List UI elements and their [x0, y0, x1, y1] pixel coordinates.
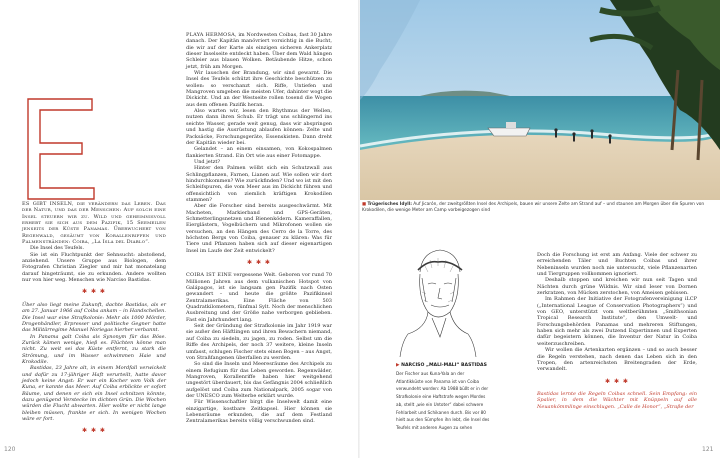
beach-photo	[360, 0, 720, 200]
page-number-left: 120	[4, 446, 16, 453]
paragraph: Aber die Forscher sind bereits ausgeschwärmt. Mit Macheten, Markierband und GPS-Geräten, Schmetterlingsnetzen und Bienenködern. Kameraffallen, Eierglästern, Vogelbüchern und Mikrofonen wollen sie versuchen, an den Hängen des Cerro de la Torre, des höchsten Bergs von Coiba, genauer zu klären: Was für Tiere und Pflanzen haben sich auf dieser eigenartigen Insel im Laufe der Zeit entwickelt?	[186, 203, 332, 254]
decorative-initial-e	[22, 96, 100, 202]
paragraph: Sie ist ein Fluchtpunkt der Sehnsucht: abstoßend, anziehend. Unsere Gruppe aus Biologen, dem Fotografen Christian Ziegler und mir hat monatelang darauf hingeträumt, sie zu erkunden. Andere wollten nur von hier weg. Menschen wie Narciso Bastidas.	[22, 251, 166, 284]
paragraph: Für Wissenschaftler birgt die Inselwelt damit eine einzigartige, kostbare Zeitkapsel. Hier können sie Lebensräume erkunden, die auf dem Festland Zentralamerikas bereits völlig verschwunden sind.	[186, 399, 332, 425]
paragraph: Bastidas lernte die Regeln Coibas schnell. Sein Empfang: ein Spalier, in dem die Wächter mit Knüppeln auf alle Neuankömmlinge einschlugen. „Calle de Honor“, „Straße der	[537, 390, 697, 410]
portrait-illustration	[398, 242, 478, 357]
caption-bullet-icon: ■	[362, 202, 368, 207]
paragraph: Über also liegt meine Zukunft, dachte Bastidas, als er am 27. Januar 1966 auf Coiba ankam – in Handschellen. Die Insel war eine Strafkolonie: Mehr als 1000 Mörder, Drogenhändler, Erpresser und politische Gegner hatte das Militärregime Manuel Noriegas hierher verbannt.	[22, 301, 166, 334]
paragraph: Gelandet – an einem einsamen, von Kokospalmen flankierten Strand. Ein Ort wie aus einer Fotomappe.	[186, 146, 332, 159]
section-divider: ✱ ✱ ✱	[605, 377, 629, 385]
photo-caption	[362, 202, 714, 214]
portrait-caption-name: NARCISO „MALI-MALI“ BASTIDAS	[401, 363, 487, 368]
paragraph: Die Insel des Teufels.	[30, 245, 85, 252]
paragraph: Bastidas, 23 Jahre alt, in einem Mordfall verwickelt und dafür zu 17-jähriger Haft verurteilt, hatte davor jedoch keine Angst: Er war ein Kocher vom Volk der Kuna, er kannte das Meer. Auf Coiba erblickte er sofort Bäume, und denen er sich ein Insel schnitzen könnte, dazu genügend Verstecke im dichten Grün. Die Wochen würden die Flucht abwarten. Hier wollte er nicht lange bleiben müssen, frankte er sich. In wenigen Wochen wäre er fort.	[22, 365, 166, 422]
opening-paragraph: ES GIBT INSELN, die verändern das Leben. Das der Natur, und das der Menschen: Auf solch eine Insel steuern wir zu. Wild und geheimnisvoll erhebt sie sich aus dem Pazifik, 15 Seemeilen jenseits der Küste Panamas. Überwuchert von Regenwald, gesäumt von Korallenriffen und Palmenstränden: Coiba, „La Isla del Diablo“.	[22, 201, 166, 246]
section-divider: ✱ ✱ ✱	[247, 259, 271, 267]
section-divider: ✱ ✱ ✱	[82, 427, 106, 435]
paragraph: Seit der Gründung der Strafkolonie im Jahr 1919 war sie außer den Häftlingen und ihren Bewachern niemand, auf Coiba zu siedeln, zu jagen, zu roden. Selbst um die Riffe des Archipels, der noch 37 weitere, kleine Inseln umfasst, schlugen Fischer stets einen Bogen – aus Angst, von Straßfangenen überfallen zu werden.	[186, 323, 332, 361]
text-column-1	[22, 201, 166, 441]
paragraph: Also warten wir, lesen den Rhythmus der Wellen, nutzen dann ihren Schub. Er trägt uns schlingernd ins seichte Wasser, gerade weit genug, dass wir abspringen und hastig die Ausrüstung ablaufen können: Zelte und Packsäcke, Forschungsgeräte, Essenskisten. Dann dreht der Kapitän wieder bei.	[186, 108, 332, 146]
portrait-caption: Der Fischer aus Kuna-Yala an der Atlantikküste von Panama ist von Coiba verwundeht worden: Ab 1988 büßt er in der Strafkolonie eine Haftstrafe wegen Mordes ab, stellt „wie ein Untoter“ dabei schwere Fehlarbeit und Schikanen durch. Bis vor 80 hielt aus den Sümpfen ihn lebt, die Insel des Teufels mit anderen Augen zu sehen	[396, 371, 490, 430]
paragraph: Im Rahmen der Initiative der Fotografenvereinigung iLCP („International League of Conservation Photographers“) und von GEO, unterstützt vom weltberühmten „Smithsonian Tropical Research Institute“, den Umwelt- und Forschungsbehörden Panamas und mehreren Stiftungen, haben sich mehr als zwei Dutzend Expertinnen und Experten dafür begeistern können, die Inventur der Natur in Coiba weiterzuschreiben.	[537, 296, 697, 347]
paragraph: Deshalb stoppen und kreichen wir nun seit Tagen und Nächten durch grüne Wildnis. Wir sind Ieser von Dornen zerkratzen, von Mücken zerstochen, von Ameisen gebissen.	[537, 277, 697, 297]
run-in-heading: COIBA IST EINE	[186, 272, 232, 279]
portrait-caption-title	[396, 363, 488, 368]
paragraph: Wir lauschen der Brandung, wir sind gewarnt. Die Insel des Teufels schützt ihre Geschichte beschützen zu wollen: so verschanzt sich. Riffe, Untiefen und Mangroven umgeben die meisten Ufer, dahinter wogt die Dickicht. Und an der Westseite rollen tosend die Wogen aus dem offenen Pazifik heran.	[186, 70, 332, 108]
text-column-2	[186, 32, 332, 425]
page-number-right: 121	[702, 446, 714, 453]
run-in-heading: PLAYA HERMOSA,	[186, 32, 237, 38]
paragraph: In Panama galt Coiba als Synonym für das Böse. Zurück kämen wenige, hieß es. Flüchten könne man nicht. Zu weit sei das Küste entfernt, zu stark die Strömung, und im Wasser schwimmen Haie und Krokodile.	[22, 333, 166, 365]
paragraph: Wir wollen die Artenkarten ergänzen – und so auch besser die Regeln verstehen, nach denen das Leben sich in den Tropen, den artenreichsten Breitengraden der Erde, verwandelt.	[537, 347, 697, 373]
paragraph: vergessene Welt. Geboren vor rund 70 Millionen Jahren aus dem vulkanischen Hotspot von Galápagos, ist sie langsam gen Pazifik nach Osten gewandert – und heute die größte Pazifikinsel Zentralamerikas. Eine Fläche von 503 Quadratkilometern, fünfmal Sylt. Noch der menschlichen Ausbreitung und der Größe nahe verborgen geblieben. Fast ein Jahrhundert lang.	[186, 272, 332, 323]
text-column-4	[537, 252, 697, 410]
caption-text: Auf Jicarón, der zweitgrößten Insel des Archipels, bauen wir unsere Zelte am Strand auf – und staunen am Morgen über die Spuren von Krokodilen, die wenige Meter am Camp vorbeigezogen sind	[362, 202, 705, 213]
paragraph: So sind die Inseln und Meeresräume des Archipels zu einem Refugium für das Leben geworden. Regenwälder, Mangroven, Korallenriffe haben hier weitgehend ungestört überdauert, bis das Gefängnis 2004 schließlich aufgelöst und Coiba zum Nationalpark, 2005 sogar von der UNESCO zum Welterbe erklärt wurde.	[186, 361, 332, 399]
section-divider: ✱ ✱ ✱	[82, 288, 106, 296]
paragraph: Und jetzt?	[194, 158, 221, 165]
paragraph: im Nordwesten Coibas, fast 30 Jahre danach. Der Kapitän manövriert vorsichtig in die Bucht, die wir auf der Karte als einzigen sicheren Ankerplatz dieser Inselseite entdeckt haben. Über dem Wald hängen Schleier aus blauen Wolken. Betäubende Hitze, schon jetzt, früh am Morgen.	[186, 32, 332, 70]
caption-lead: Trügerisches Idyll:	[367, 202, 412, 207]
paragraph: Doch die Forschung ist erst am Anfang. Viele der schwer zu erreichenden Täler und Buchten Coibas und ihrer Nebeninseln wurden noch nie untersucht, viele Pflanzenarten und Tiergruppen vollkommen ignoriert.	[537, 252, 697, 278]
caption-arrow-icon: ▶	[396, 363, 402, 368]
paragraph: Hinter den Palmen wölbt sich ein Schutzwall aus Schlingpflanzen, Farnen, Lianen auf. Wie sollen wir dort hindurchkommen? Wie zurückfinden? Und wo ist mit den Schleifspuren, die vom Meer aus im Dickicht führen und offensichtlich von ziemlich kräftigen Krokodilen stammen?	[186, 165, 332, 203]
